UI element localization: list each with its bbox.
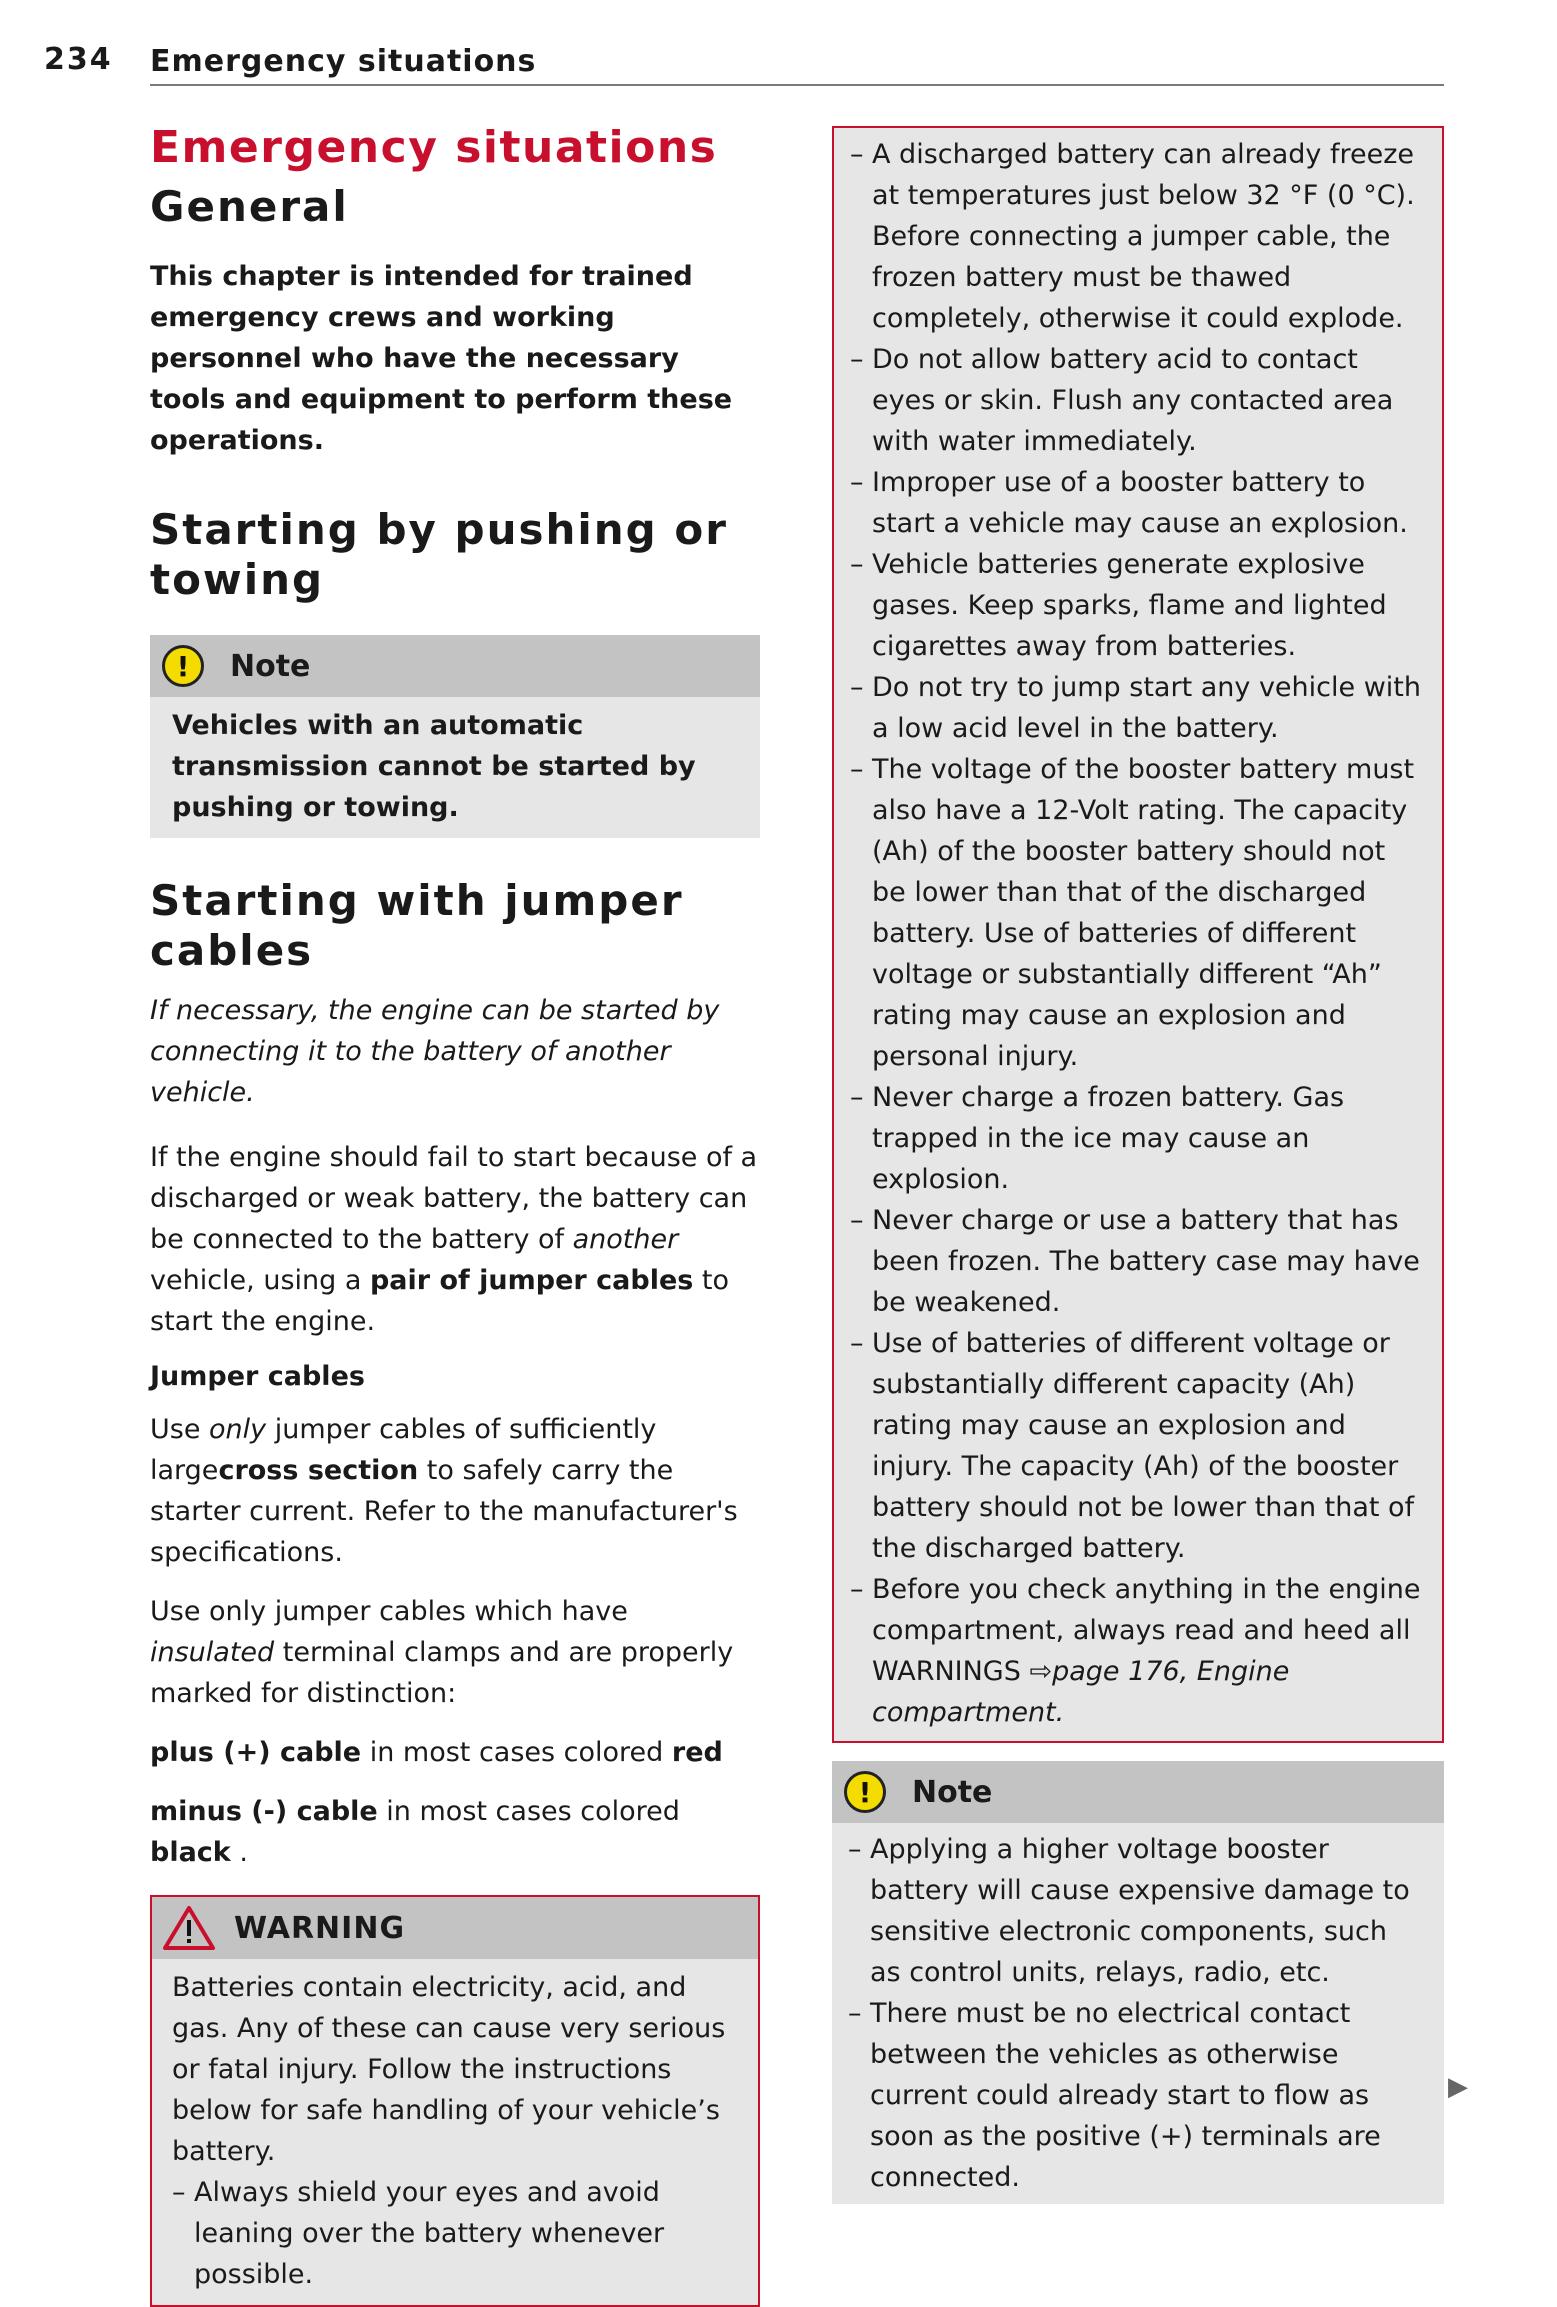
note-text: Vehicles with an automatic transmission cannot be started by pushing or towing. xyxy=(172,710,696,823)
engine-compartment-page-link[interactable]: ⇨page 176, Engine compartment xyxy=(872,1656,1290,1728)
right-column xyxy=(832,126,1444,2204)
push-tow-heading: Starting by pushing or towing xyxy=(150,505,728,604)
note-box-automatic xyxy=(150,635,760,838)
warning-list-item: – Vehicle batteries generate explosive gases. Keep sparks, flame and lighted cigarettes away from batteries. xyxy=(850,544,1424,667)
jump-start-paragraph: If the engine should fail to start because of a discharged or weak battery, the battery can be connected to the battery of another vehicle, using a pair of jumper cables to start the engine. xyxy=(150,1142,758,1337)
warning-title: WARNING xyxy=(234,1910,406,1946)
page-header xyxy=(44,38,1444,88)
minus-cable-line: minus (-) cable in most cases colored black . xyxy=(150,1796,680,1868)
exclamation-note-icon: ! xyxy=(844,1771,886,1813)
jumper-cables-subheading: Jumper cables xyxy=(150,1361,365,1392)
warning-list-item: – Always shield your eyes and avoid leaning over the battery whenever possible. xyxy=(172,2172,740,2295)
cross-section-paragraph: Use only jumper cables of sufficiently largecross section to safely carry the starter current. Refer to the manufacturer's specifications. xyxy=(150,1414,738,1568)
note-header xyxy=(832,1761,1444,1823)
note-header xyxy=(150,635,760,697)
left-column xyxy=(150,120,760,2307)
warning-text: Batteries contain electricity, acid, and gas. Any of these can cause very serious or fatal injury. Follow the instructions below for safe handling of your vehicle’s battery. xyxy=(172,1972,726,2167)
warning-list-item: – Before you check anything in the engine compartment, always read and heed all WARNINGS ⇨page 176, Engine compartment. xyxy=(850,1569,1424,1733)
warning-box-left xyxy=(150,1895,760,2307)
page-number: 234 xyxy=(44,42,113,77)
running-header-title: Emergency situations xyxy=(150,44,537,79)
intro-paragraph: This chapter is intended for trained emergency crews and working personnel who have the necessary tools and equipment to perform these operations. xyxy=(150,261,733,456)
note-box-voltage xyxy=(832,1761,1444,2204)
note-body xyxy=(832,1823,1444,2204)
warning-list-item: – The voltage of the booster battery must also have a 12-Volt rating. The capacity (Ah) of the booster battery should not be lower than that of the discharged battery. Use of batteries of different voltage or substantially different “Ah” rating may cause an explosion and personal injury. xyxy=(850,749,1424,1077)
plus-cable-line: plus (+) cable in most cases colored red xyxy=(150,1737,723,1768)
note-body xyxy=(150,697,760,838)
note-title: Note xyxy=(230,648,311,684)
warning-list-item: – A discharged battery can already freeze at temperatures just below 32 °F (0 °C). Before connecting a jumper cable, the frozen battery must be thawed completely, otherwise it could explode. xyxy=(850,134,1424,339)
chapter-title: Emergency situations xyxy=(150,122,718,173)
warning-list-item: – Do not try to jump start any vehicle with a low acid level in the battery. xyxy=(850,667,1424,749)
warning-box-continued xyxy=(832,126,1444,1743)
jumper-intro: If necessary, the engine can be started by connecting it to the battery of another vehicle. xyxy=(150,995,720,1108)
jumper-heading: Starting with jumper cables xyxy=(150,876,684,975)
warning-list-item: – Never charge a frozen battery. Gas trapped in the ice may cause an explosion. xyxy=(850,1077,1424,1200)
warning-list-item: – Use of batteries of different voltage or substantially different capacity (Ah) rating may cause an explosion and injury. The capacity (Ah) of the booster battery should not be lower than that of the discharged battery. xyxy=(850,1323,1424,1569)
insulated-clamps-paragraph: Use only jumper cables which have insulated terminal clamps and are properly marked for distinction: xyxy=(150,1596,734,1709)
warning-body xyxy=(152,1959,758,2305)
note-list-item: – Applying a higher voltage booster battery will cause expensive damage to sensitive electronic components, such as control units, relays, radio, etc. xyxy=(848,1829,1426,1993)
note-title: Note xyxy=(912,1774,993,1810)
warning-triangle-icon xyxy=(162,1905,216,1951)
warning-list-item: – Do not allow battery acid to contact eyes or skin. Flush any contacted area with water immediately. xyxy=(850,339,1424,462)
general-heading: General xyxy=(150,182,349,231)
continue-arrow-icon: ▶ xyxy=(1448,2072,1468,2102)
warning-list-item: – Improper use of a booster battery to start a vehicle may cause an explosion. xyxy=(850,462,1424,544)
warning-header xyxy=(152,1897,758,1959)
header-divider xyxy=(150,84,1444,86)
exclamation-note-icon: ! xyxy=(162,645,204,687)
warning-list-item: – Never charge or use a battery that has been frozen. The battery case may have be weakened. xyxy=(850,1200,1424,1323)
note-list-item: – There must be no electrical contact between the vehicles as otherwise current could already start to flow as soon as the positive (+) terminals are connected. xyxy=(848,1993,1426,2198)
